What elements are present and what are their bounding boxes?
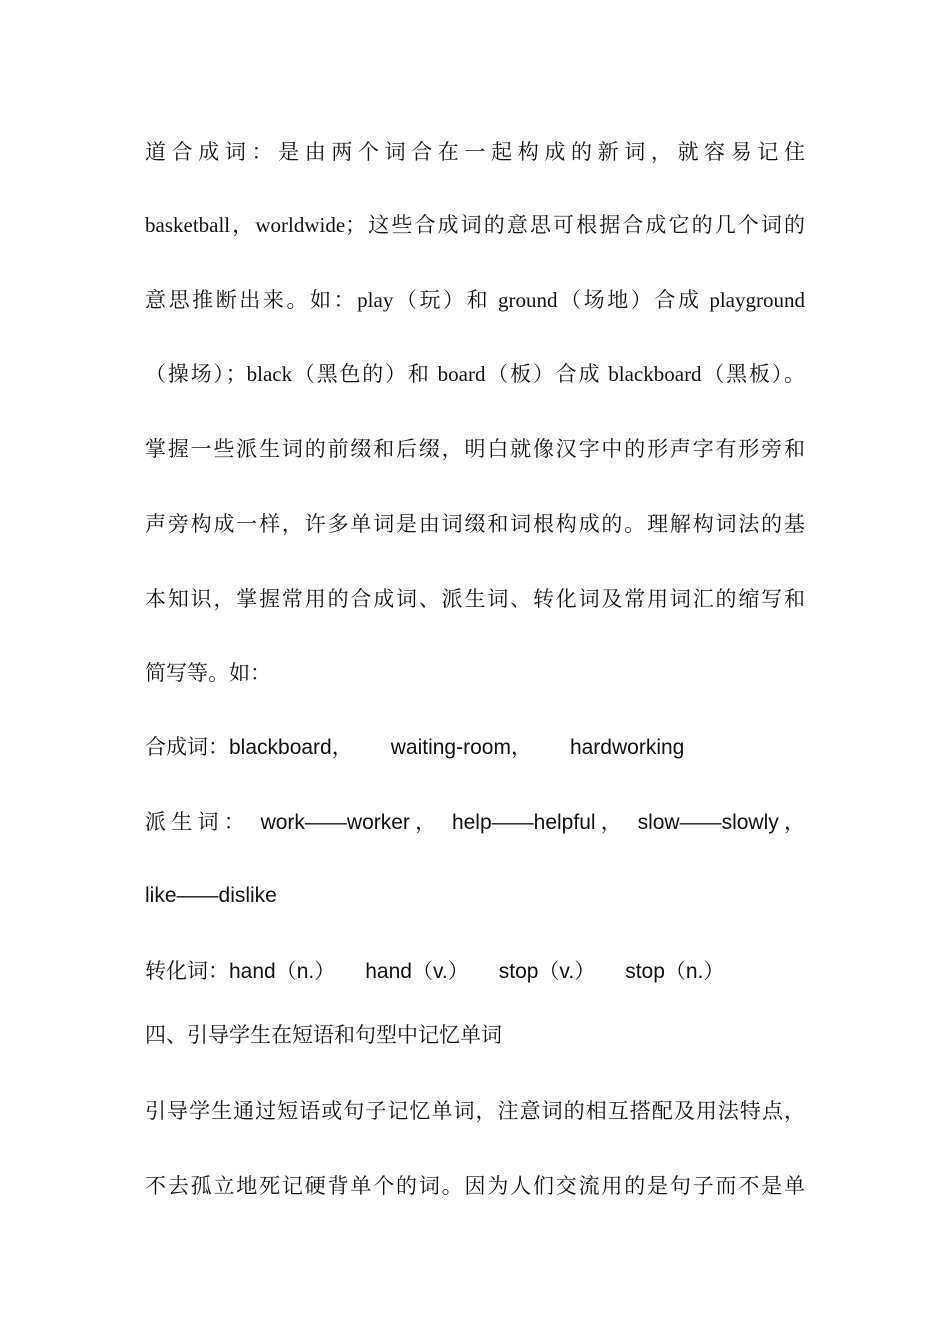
converted-item: hand（n.） — [229, 960, 336, 983]
closing-line-2: 不去孤立地死记硬背单个的词。因为人们交流用的是句子而不是单 — [145, 1174, 805, 1198]
converted-item: hand（v.） — [365, 960, 469, 983]
paragraph-line-1: 道合成词：是由两个词合在一起构成的新词，就容易记住 — [145, 140, 805, 164]
closing-line-1: 引导学生通过短语或句子记忆单词，注意词的相互搭配及用法特点， — [145, 1099, 805, 1123]
paragraph-line-2: basketball，worldwide；这些合成词的意思可根据合成它的几个词的 — [145, 213, 805, 237]
paragraph-line-6: 声旁构成一样，许多单词是由词缀和词根构成的。理解构词法的基 — [145, 512, 805, 536]
compound-words-row — [145, 732, 684, 763]
converted-words-row — [145, 956, 724, 987]
derived-continuation: like——dislike — [145, 884, 277, 907]
converted-label: 转化词： — [145, 959, 229, 983]
paragraph-line-3: 意思推断出来。如：play（玩）和 ground（场地）合成 playground — [145, 288, 805, 312]
derived-label: 派生词： — [145, 810, 251, 834]
converted-item: stop（n.） — [625, 960, 725, 983]
compound-item: blackboard， — [229, 736, 353, 759]
compound-item: waiting-room， — [390, 736, 532, 759]
section-heading: 四、引导学生在短语和句型中记忆单词 — [145, 1023, 502, 1047]
derived-item: help——helpful， — [451, 811, 628, 834]
derived-item: work——worker， — [260, 811, 442, 834]
paragraph-line-5: 掌握一些派生词的前缀和后缀，明白就像汉字中的形声字有形旁和 — [145, 437, 805, 461]
derived-words-row — [145, 807, 805, 838]
converted-item: stop（v.） — [498, 960, 596, 983]
paragraph-line-4: （操场）；black（黑色的）和 board（板）合成 blackboard（黑板）。 — [145, 362, 805, 386]
compound-item: hardworking — [569, 736, 685, 759]
derived-item: slow——slowly， — [637, 811, 806, 834]
paragraph-line-8: 简写等。如： — [145, 661, 271, 685]
compound-label: 合成词： — [145, 735, 229, 759]
paragraph-line-7: 本知识，掌握常用的合成词、派生词、转化词及常用词汇的缩写和 — [145, 587, 805, 611]
